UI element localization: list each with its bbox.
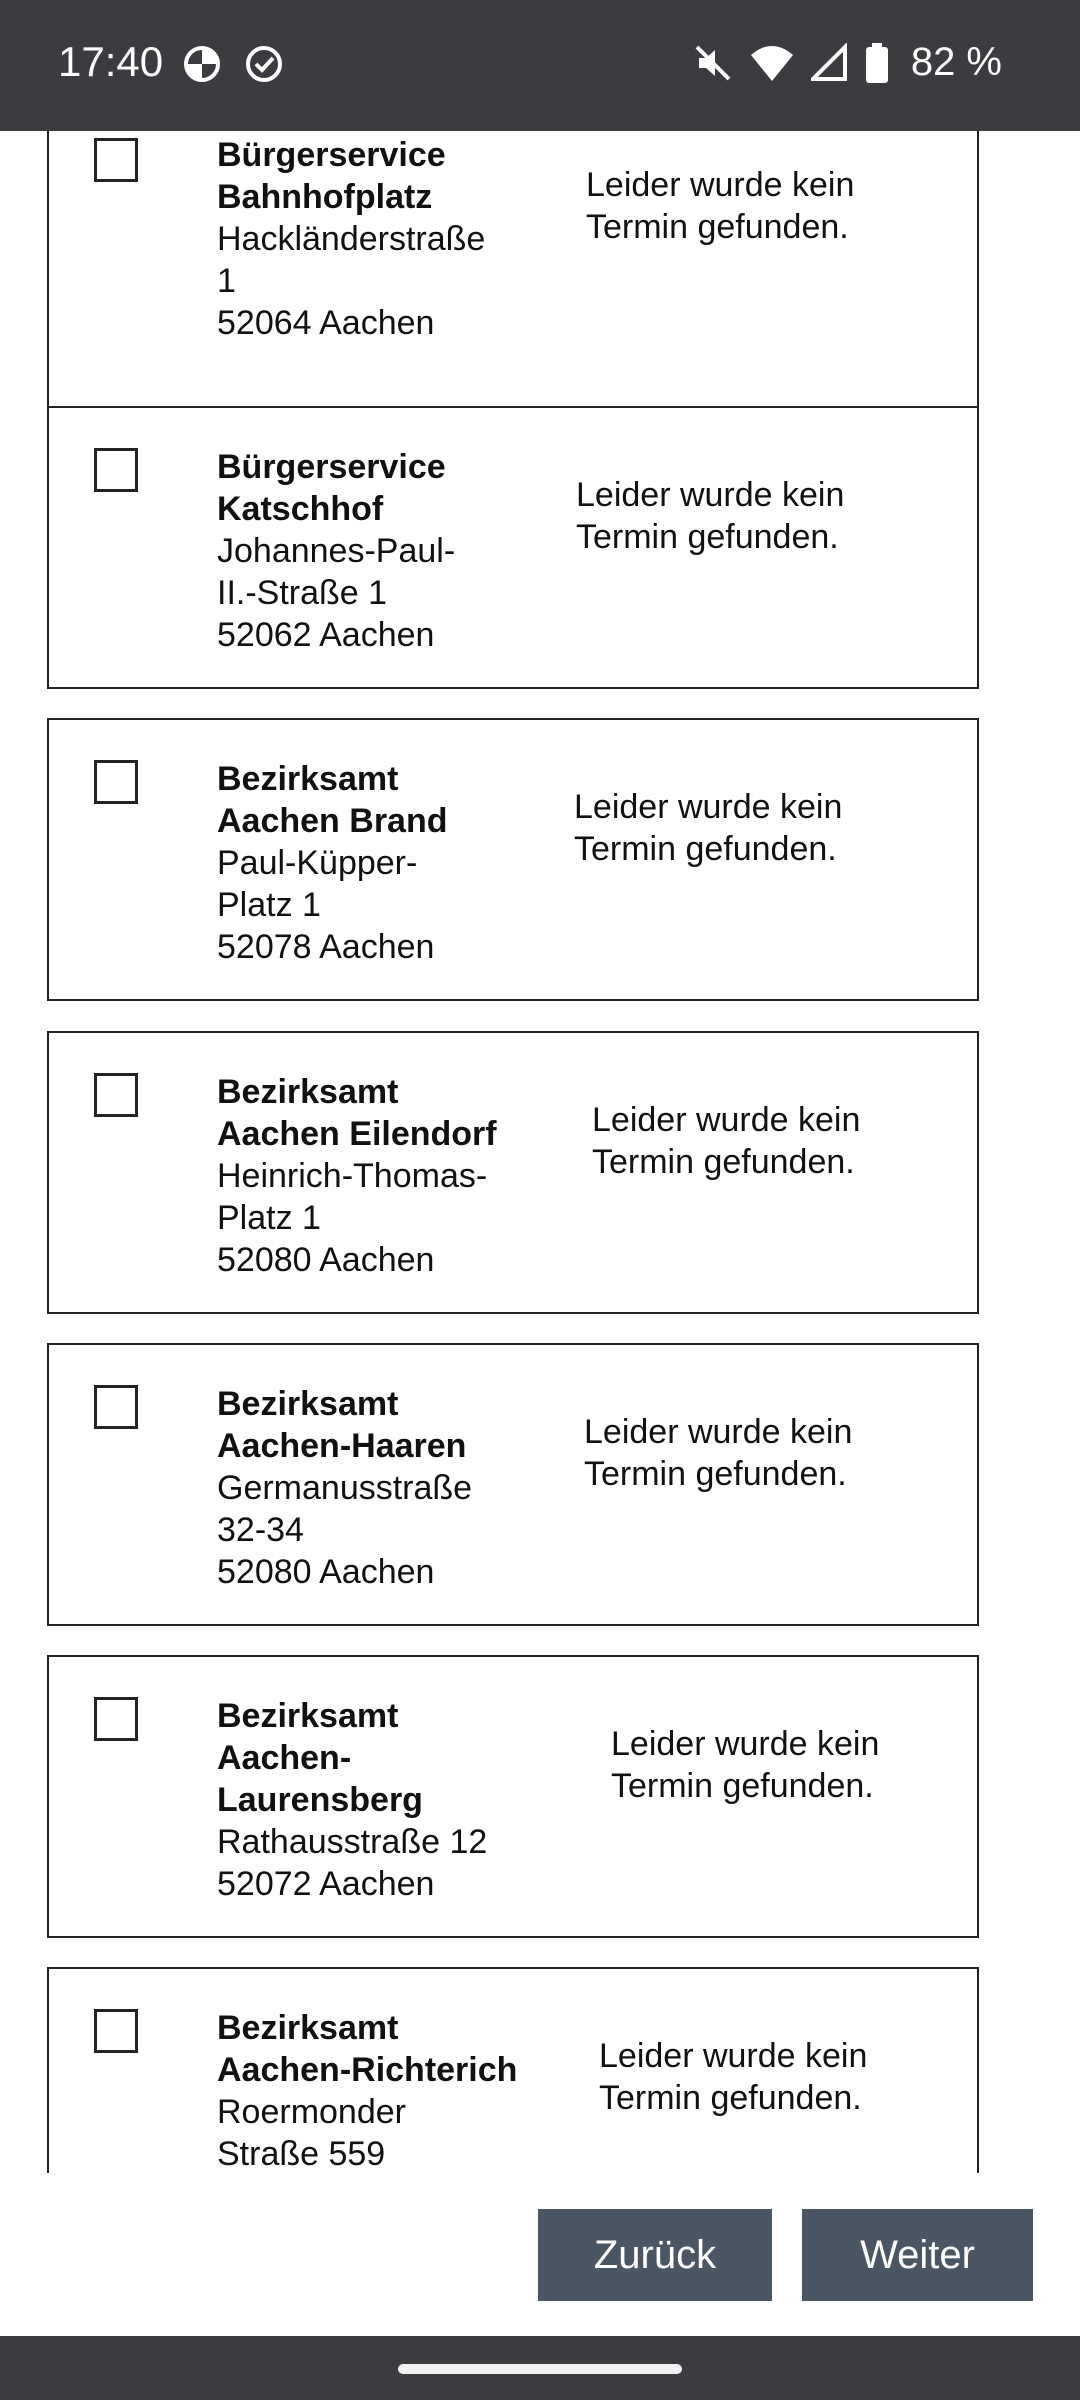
location-name-line: Bürgerservice [217,136,446,174]
location-card-bezirksamt-aachen-eilendorf[interactable] [47,1031,979,1314]
location-card-buergerservice-katschhof[interactable] [47,406,979,689]
no-appointment-message: Leider wurde kein Termin gefunden. [584,1413,853,1493]
location-street: Rathausstraße 12 [217,1823,488,1861]
system-navigation-bar [0,2336,1080,2400]
location-name-line: Aachen- [217,1739,352,1777]
location-street: 32-34 [217,1511,304,1549]
location-checkbox[interactable] [94,2009,138,2053]
location-street: Heinrich-Thomas- [217,1157,488,1195]
location-street: Roermonder [217,2093,406,2131]
location-name-line: Aachen Brand [217,802,448,840]
location-street: Johannes-Paul- [217,532,456,570]
location-street: Germanusstraße [217,1469,473,1507]
battery-icon [865,42,889,84]
signal-icon [811,43,849,83]
location-checkbox[interactable] [94,138,138,182]
location-street: 1 [217,262,236,300]
location-city: 52072 Aachen [217,1865,435,1903]
location-name-line: Bezirksamt [217,1385,399,1423]
location-name-line: Bezirksamt [217,1697,399,1735]
location-card-buergerservice-bahnhofplatz[interactable] [47,131,979,409]
location-checkbox[interactable] [94,760,138,804]
wifi-icon [749,43,795,83]
location-city: 52062 Aachen [217,616,435,654]
footer-bar [0,2173,1080,2336]
next-button[interactable]: Weiter [802,2209,1033,2301]
location-card-bezirksamt-aachen-laurensberg[interactable] [47,1655,979,1938]
location-card-bezirksamt-aachen-richterich[interactable] [47,1967,979,2173]
location-name-line: Katschhof [217,490,384,528]
no-appointment-message: Leider wurde kein Termin gefunden. [574,788,843,868]
location-card-bezirksamt-aachen-haaren[interactable] [47,1343,979,1626]
location-list[interactable] [0,131,1080,2173]
status-bar [0,0,1080,131]
location-name-line: Bürgerservice [217,448,446,486]
location-name-line: Bezirksamt [217,1073,399,1111]
location-street: Platz 1 [217,886,321,924]
location-name-line: Aachen-Richterich [217,2051,518,2089]
location-checkbox[interactable] [94,448,138,492]
location-name-line: Bezirksamt [217,760,399,798]
location-city: 52078 Aachen [217,928,435,966]
location-street: Straße 559 [217,2135,386,2173]
no-appointment-message: Leider wurde kein Termin gefunden. [576,476,845,556]
no-appointment-message: Leider wurde kein Termin gefunden. [611,1725,880,1805]
location-city: 52080 Aachen [217,1241,435,1279]
location-name-line: Laurensberg [217,1781,423,1819]
no-appointment-message: Leider wurde kein Termin gefunden. [592,1101,861,1181]
location-name-line: Aachen-Haaren [217,1427,467,1465]
location-street: Paul-Küpper- [217,844,418,882]
check-circle-icon [242,42,286,86]
location-checkbox[interactable] [94,1697,138,1741]
location-card-bezirksamt-aachen-brand[interactable] [47,718,979,1001]
location-street: Hackländerstraße [217,220,486,258]
location-name-line: Bahnhofplatz [217,178,433,216]
location-checkbox[interactable] [94,1385,138,1429]
back-button[interactable]: Zurück [538,2209,772,2301]
no-appointment-message: Leider wurde kein Termin gefunden. [599,2037,868,2117]
location-street: II.-Straße 1 [217,574,388,612]
location-name-line: Bezirksamt [217,2009,399,2047]
location-name-line: Aachen Eilendorf [217,1115,497,1153]
home-gesture-handle[interactable] [398,2364,682,2374]
status-time: 17:40 [58,38,164,85]
location-city: 52080 Aachen [217,1553,435,1591]
location-city: 52064 Aachen [217,304,435,342]
pinwheel-icon [180,42,224,86]
location-street: Platz 1 [217,1199,321,1237]
mute-icon [693,43,733,83]
location-checkbox[interactable] [94,1073,138,1117]
no-appointment-message: Leider wurde kein Termin gefunden. [586,166,855,246]
battery-percentage: 82 % [910,40,1002,84]
